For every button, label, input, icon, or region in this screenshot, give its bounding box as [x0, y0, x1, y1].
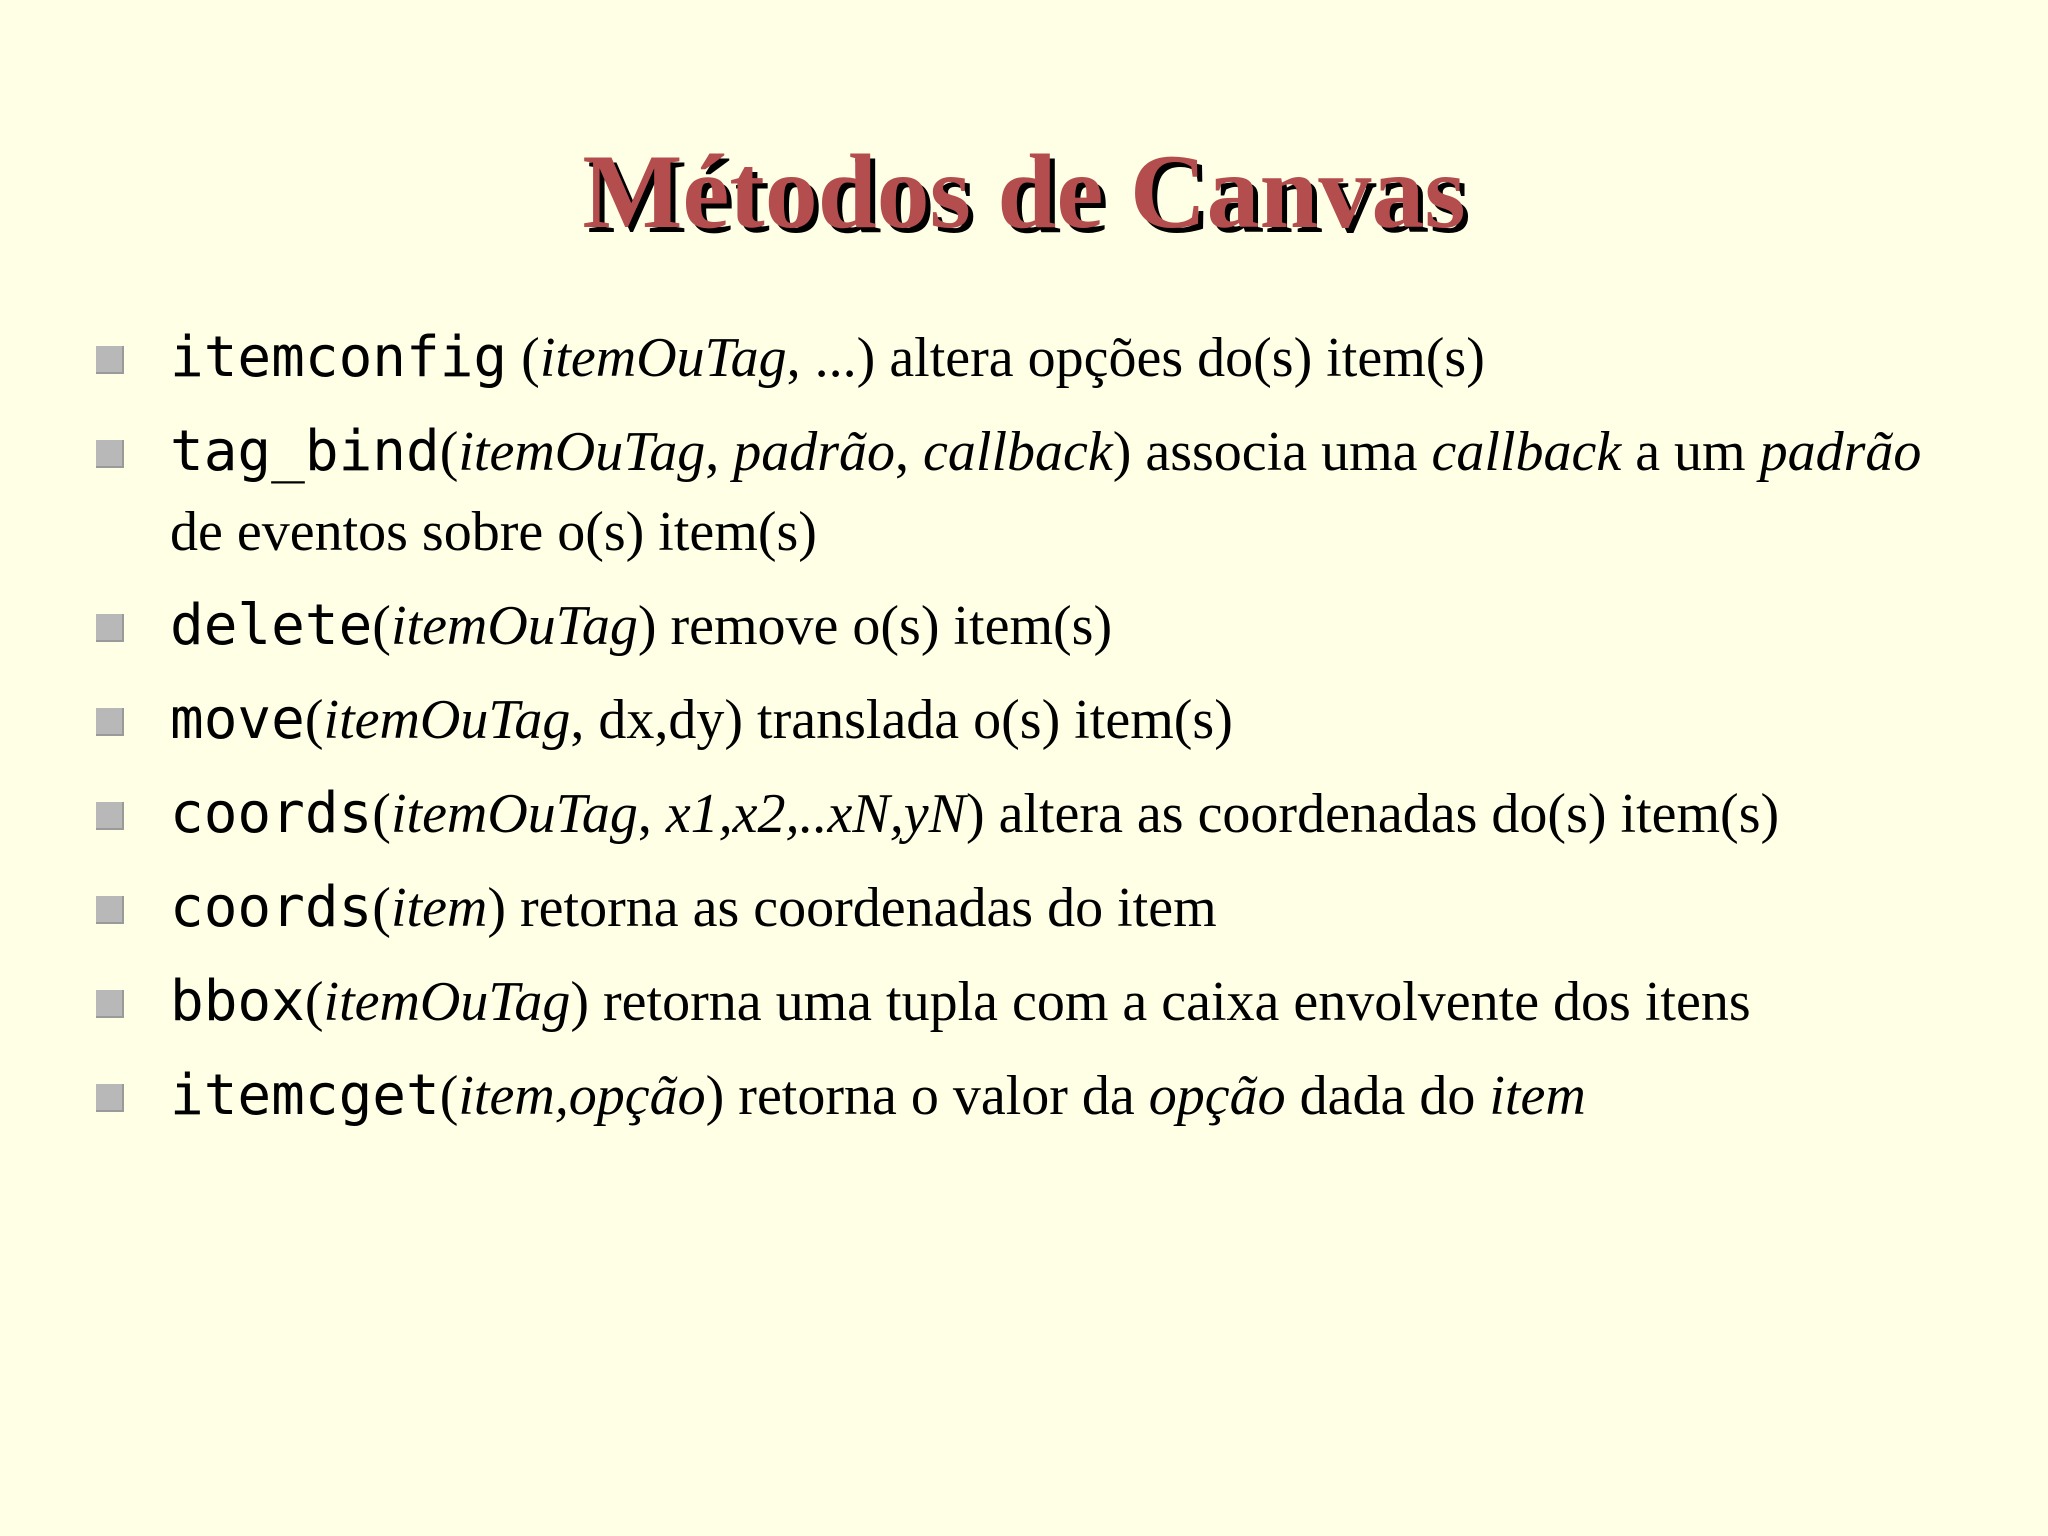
method-separator: (	[507, 327, 540, 389]
square-bullet-icon	[96, 440, 124, 468]
emphasis-text: callback	[1431, 421, 1622, 483]
method-argument: itemOuTag	[323, 689, 571, 751]
method-name: tag_bind	[170, 419, 440, 484]
argument-separator: ,	[705, 421, 734, 483]
method-separator: (	[439, 421, 459, 483]
bullet-coords-set	[96, 774, 1956, 854]
method-name: coords	[170, 875, 373, 940]
method-argument: callback	[923, 421, 1113, 483]
square-bullet-icon	[96, 1084, 124, 1112]
method-name: itemconfig	[170, 325, 508, 390]
bullet-coords-get	[96, 868, 1956, 948]
method-argument: item,opção	[458, 1065, 706, 1127]
emphasis-text: opção	[1148, 1065, 1286, 1127]
slide-title: Métodos de Canvas	[582, 133, 1466, 250]
square-bullet-icon	[96, 346, 124, 374]
method-argument: x1,x2,..xN,yN	[665, 783, 966, 845]
method-description: ) altera as coordenadas do(s) item(s)	[965, 783, 1780, 845]
square-bullet-icon	[96, 708, 124, 736]
method-argument: padrão	[733, 421, 896, 483]
bullet-list	[96, 318, 1956, 1150]
method-separator: (	[439, 1065, 459, 1127]
argument-separator: ,	[637, 783, 666, 845]
method-separator: (	[372, 595, 391, 657]
argument-separator: ,	[895, 421, 924, 483]
method-name: bbox	[170, 969, 305, 1034]
square-bullet-icon	[96, 802, 124, 830]
emphasis-text: padrão	[1759, 421, 1922, 483]
method-description: ) retorna o valor da	[705, 1065, 1149, 1127]
method-name: move	[170, 687, 305, 752]
method-separator: (	[372, 877, 391, 939]
method-description: ) retorna as coordenadas do item	[487, 877, 1217, 939]
method-separator: (	[372, 783, 391, 845]
method-description: de eventos sobre o(s) item(s)	[170, 501, 817, 563]
method-description: , ...) altera opções do(s) item(s)	[786, 327, 1485, 389]
bullet-move	[96, 680, 1956, 760]
method-description: ) associa uma	[1112, 421, 1432, 483]
bullet-delete	[96, 586, 1956, 666]
method-separator: (	[304, 971, 324, 1033]
method-separator: (	[304, 689, 324, 751]
square-bullet-icon	[96, 614, 124, 642]
bullet-bbox	[96, 962, 1956, 1042]
method-name: coords	[170, 781, 373, 846]
bullet-itemcget	[96, 1056, 1956, 1136]
method-argument: itemOuTag	[390, 783, 638, 845]
method-argument: itemOuTag	[539, 327, 787, 389]
method-argument: itemOuTag	[458, 421, 706, 483]
bullet-itemconfig	[96, 318, 1956, 398]
method-argument: item	[390, 877, 488, 939]
method-description: ) remove o(s) item(s)	[637, 595, 1113, 657]
emphasis-text: item	[1489, 1065, 1586, 1127]
method-description: , dx,dy) translada o(s) item(s)	[570, 689, 1233, 751]
square-bullet-icon	[96, 896, 124, 924]
method-description: ) retorna uma tupla com a caixa envolvente dos itens	[570, 971, 1751, 1033]
square-bullet-icon	[96, 990, 124, 1018]
method-argument: itemOuTag	[323, 971, 571, 1033]
bullet-tag-bind	[96, 412, 1956, 572]
method-name: itemcget	[170, 1063, 440, 1128]
method-description: a um	[1621, 421, 1760, 483]
method-argument: itemOuTag	[390, 595, 638, 657]
method-name: delete	[170, 593, 373, 658]
method-description: dada do	[1285, 1065, 1490, 1127]
